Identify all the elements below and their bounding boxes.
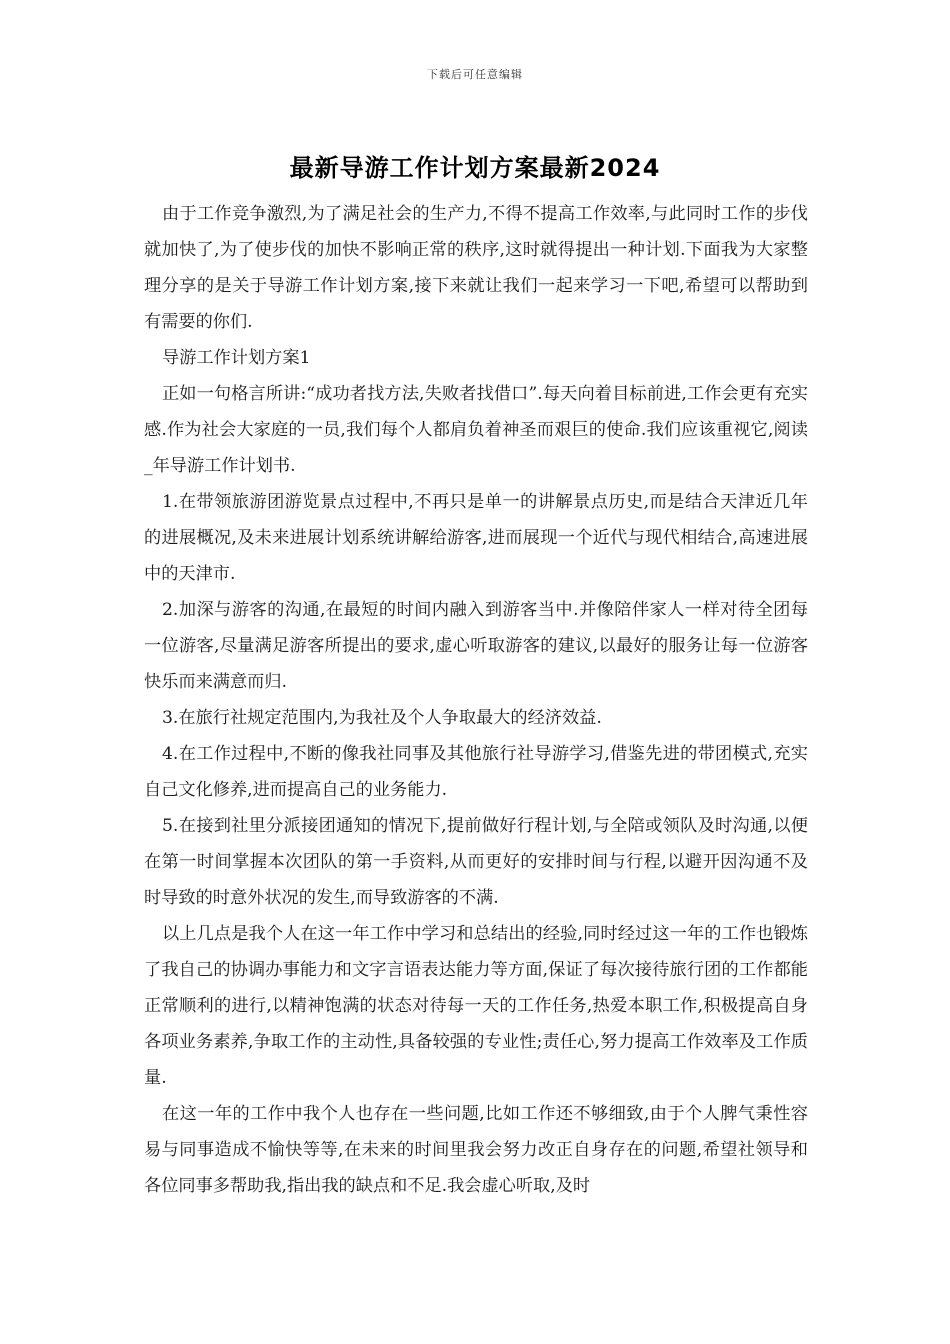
intro-paragraph: 由于工作竞争激烈,为了满足社会的生产力,不得不提高工作效率,与此同时工作的步伐就加快了,为了使步伐的加快不影响正常的秩序,这时就得提出一种计划.下面我为大家整理分享的是关于导游工作计划方案,接下来就让我们一起来学习一下吧,希望可以帮助到有需要的你们. (144, 204, 808, 332)
list-item: 4.在工作过程中,不断的像我社同事及其他旅行社导游学习,借鉴先进的带团模式,充实自己文化修养,进而提高自己的业务能力. (144, 744, 808, 800)
header-note: 下载后可任意编辑 (427, 68, 523, 81)
document-body (144, 196, 808, 1204)
body-paragraph: 正如一句格言所讲:“成功者找方法,失败者找借口”.每天向着目标前进,工作会更有充实感.作为社会大家庭的一员,我们每个人都肩负着神圣而艰巨的使命.我们应该重视它,阅读_年导游工作计划书. (144, 384, 808, 476)
body-paragraph: 在这一年的工作中我个人也存在一些问题,比如工作还不够细致,由于个人脾气秉性容易与同事造成不愉快等等,在未来的时间里我会努力改正自身存在的问题,希望社领导和各位同事多帮助我,指出我的缺点和不足.我会虚心听取,及时 (144, 1104, 808, 1196)
list-item: 2.加深与游客的沟通,在最短的时间内融入到游客当中.并像陪伴家人一样对待全团每一位游客,尽量满足游客所提出的要求,虚心听取游客的建议,以最好的服务让每一位游客快乐而来满意而归. (144, 600, 808, 692)
document-title: 最新导游工作计划方案最新2024 (289, 154, 661, 182)
list-item: 3.在旅行社规定范围内,为我社及个人争取最大的经济效益. (162, 708, 602, 728)
list-item: 1.在带领旅游团游览景点过程中,不再只是单一的讲解景点历史,而是结合天津近几年的进展概况,及未来进展计划系统讲解给游客,进而展现一个近代与现代相结合,高速进展中的天津市. (144, 492, 808, 584)
body-paragraph: 以上几点是我个人在这一年工作中学习和总结出的经验,同时经过这一年的工作也锻炼了我自己的协调办事能力和文字言语表达能力等方面,保证了每次接待旅行团的工作都能正常顺利的进行,以精神饱满的状态对待每一天的工作任务,热爱本职工作,积极提高自身各项业务素养,争取工作的主动性,具备较强的专业性;责任心,努力提高工作效率及工作质量. (144, 924, 808, 1088)
list-item: 5.在接到社里分派接团通知的情况下,提前做好行程计划,与全陪或领队及时沟通,以便在第一时间掌握本次团队的第一手资料,从而更好的安排时间与行程,以避开因沟通不及时导致的时意外状况的发生,而导致游客的不满. (144, 816, 808, 908)
section-heading: 导游工作计划方案1 (162, 348, 311, 368)
